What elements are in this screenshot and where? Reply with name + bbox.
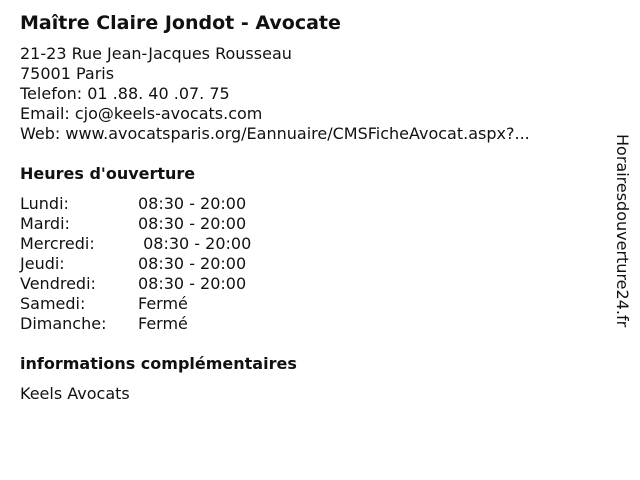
time-value: 08:30 - 20:00 bbox=[138, 274, 247, 293]
hours-row-monday bbox=[20, 194, 251, 214]
hours-row-tuesday bbox=[20, 214, 251, 234]
day-label: Mardi: bbox=[20, 214, 70, 233]
time-value: 08:30 - 20:00 bbox=[138, 234, 252, 253]
additional-info-heading: informations complémentaires bbox=[20, 354, 297, 373]
watermark-text: Horairesdouverture24.fr bbox=[613, 134, 632, 328]
day-label: Vendredi: bbox=[20, 274, 96, 293]
time-value: 08:30 - 20:00 bbox=[138, 254, 247, 273]
day-label: Lundi: bbox=[20, 194, 69, 213]
city-address: 75001 Paris bbox=[20, 64, 115, 83]
day-label: Jeudi: bbox=[20, 254, 65, 273]
hours-row-sunday bbox=[20, 314, 251, 334]
website-link[interactable]: Web: www.avocatsparis.org/Eannuaire/CMSFicheAvocat.aspx?... bbox=[20, 124, 530, 143]
hours-row-friday bbox=[20, 274, 251, 294]
time-value: Fermé bbox=[138, 294, 188, 313]
contact-block bbox=[20, 44, 530, 144]
time-value: 08:30 - 20:00 bbox=[138, 194, 247, 213]
opening-hours-heading: Heures d'ouverture bbox=[20, 164, 196, 183]
street-address: 21-23 Rue Jean-Jacques Rousseau bbox=[20, 44, 292, 63]
hours-row-thursday bbox=[20, 254, 251, 274]
email-address: Email: cjo@keels-avocats.com bbox=[20, 104, 263, 123]
phone-number: Telefon: 01 .88. 40 .07. 75 bbox=[20, 84, 230, 103]
time-value: 08:30 - 20:00 bbox=[138, 214, 247, 233]
day-label: Samedi: bbox=[20, 294, 86, 313]
day-label: Mercredi: bbox=[20, 234, 95, 253]
day-label: Dimanche: bbox=[20, 314, 107, 333]
hours-row-wednesday bbox=[20, 234, 251, 254]
page-title: Maître Claire Jondot - Avocate bbox=[20, 12, 341, 34]
additional-info-text: Keels Avocats bbox=[20, 384, 130, 403]
time-value: Fermé bbox=[138, 314, 188, 333]
opening-hours-table bbox=[20, 194, 251, 334]
hours-row-saturday bbox=[20, 294, 251, 314]
